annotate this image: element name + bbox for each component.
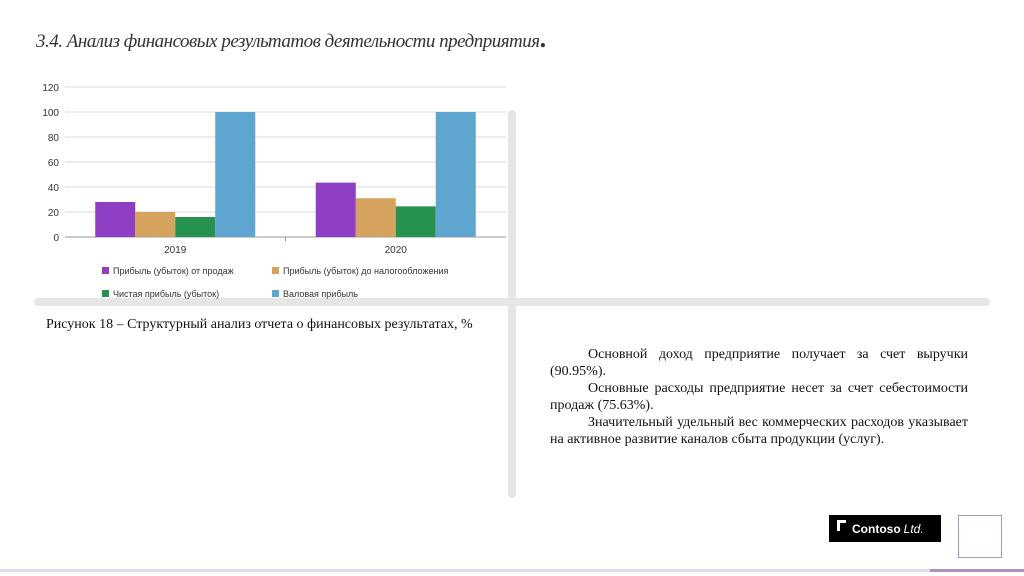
legend-label: Прибыль (убыток) от продаж [113,266,234,276]
bar [95,202,135,237]
bar-chart [30,78,510,306]
legend-swatch [102,290,109,297]
y-tick-label: 80 [47,133,59,144]
bottom-bar-accent [930,569,1024,572]
slide-title: 3.4. Анализ финансовых результатов деятельности предприятия. [36,24,546,53]
slide-nav-box[interactable] [958,515,1002,558]
legend-label: Прибыль (убыток) до налогообложения [283,266,449,276]
y-tick-label: 120 [42,83,59,94]
logo-suffix: Ltd. [903,521,924,536]
legend-label: Валовая прибыль [283,289,358,299]
bar [175,217,215,237]
bar [356,198,396,237]
analysis-text [550,346,968,448]
figure-caption: Рисунок 18 – Структурный анализ отчета о финансовых результатах, % [46,317,473,332]
logo-mark-icon [837,520,846,531]
legend-swatch [272,290,279,297]
y-tick-label: 40 [47,183,59,194]
bar [316,183,356,237]
y-tick-label: 0 [53,233,59,244]
y-tick-label: 100 [42,108,59,119]
bar [436,112,476,237]
bar [135,212,175,237]
y-tick-label: 20 [47,208,59,219]
x-tick-label: 2019 [164,245,187,256]
y-tick-label: 60 [47,158,59,169]
bar [396,206,436,237]
logo-name: Contoso [852,521,901,536]
legend-swatch [272,267,279,274]
company-logo [829,515,941,542]
legend-label: Чистая прибыль (убыток) [113,289,220,299]
bar [215,112,255,237]
bottom-bar [0,569,1024,572]
paragraph: Основной доход предприятие получает за счет выручки (90.95%). [550,347,968,379]
paragraph: Значительный удельный вес коммерческих расходов указывает на активное развитие каналов сбыта продукции (услуг). [550,415,968,447]
paragraph: Основные расходы предприятие несет за счет себестоимости продаж (75.63%). [550,381,968,413]
x-tick-label: 2020 [384,245,407,256]
legend-swatch [102,267,109,274]
